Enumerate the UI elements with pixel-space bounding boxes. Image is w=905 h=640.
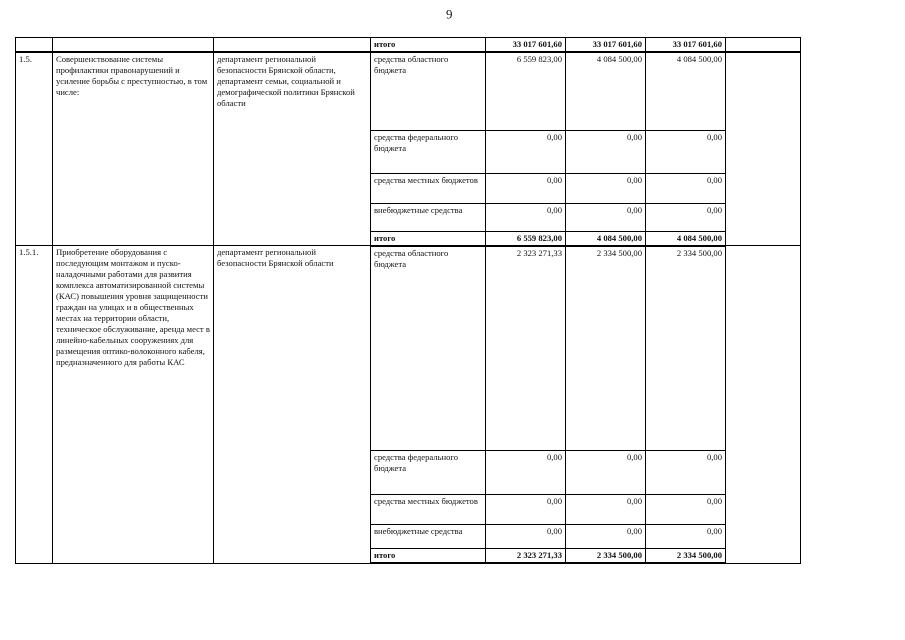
- item-executor: департамент региональной безопасности Брянской области, департамент семьи, социальной и демографической политики Брянской области: [214, 52, 371, 246]
- total-value-3: 4 084 500,00: [646, 231, 726, 246]
- empty-cell: [16, 38, 53, 53]
- value-1: 0,00: [486, 173, 566, 203]
- value-3: 0,00: [646, 173, 726, 203]
- top-total-row: [16, 38, 801, 53]
- value-2: 0,00: [566, 495, 646, 525]
- value-3: 2 334 500,00: [646, 246, 726, 451]
- empty-cell: [53, 38, 214, 53]
- value-3: 0,00: [646, 130, 726, 173]
- funding-source: внебюджетные средства: [371, 203, 486, 231]
- total-value-2: 2 334 500,00: [566, 549, 646, 564]
- budget-table: [15, 37, 801, 564]
- value-1: 0,00: [486, 451, 566, 495]
- value-2: 0,00: [566, 173, 646, 203]
- item-number: 1.5.1.: [16, 246, 53, 564]
- value-3: 0,00: [646, 525, 726, 549]
- empty-cell: [726, 246, 801, 564]
- value-2: 0,00: [566, 525, 646, 549]
- value-2: 0,00: [566, 130, 646, 173]
- value-1: 0,00: [486, 130, 566, 173]
- empty-cell: [726, 52, 801, 246]
- value-3: 0,00: [646, 451, 726, 495]
- total-label: итого: [371, 549, 486, 564]
- value-1: 0,00: [486, 495, 566, 525]
- item-number: 1.5.: [16, 52, 53, 246]
- page-number: 6: [446, 7, 453, 22]
- item-title: Совершенствование системы профилактики правонарушений и усиление борьбы с преступностью, в том числе:: [53, 52, 214, 246]
- funding-source: средства федерального бюджета: [371, 451, 486, 495]
- total-value-3: 33 017 601,60: [646, 38, 726, 53]
- value-1: 0,00: [486, 203, 566, 231]
- empty-cell: [726, 38, 801, 53]
- value-1: 6 559 823,00: [486, 52, 566, 130]
- table-row: [16, 246, 801, 451]
- value-3: 4 084 500,00: [646, 52, 726, 130]
- value-2: 0,00: [566, 451, 646, 495]
- funding-source: средства областного бюджета: [371, 246, 486, 451]
- total-value-1: 2 323 271,33: [486, 549, 566, 564]
- total-value-1: 6 559 823,00: [486, 231, 566, 246]
- value-2: 0,00: [566, 203, 646, 231]
- value-2: 4 084 500,00: [566, 52, 646, 130]
- funding-source: средства местных бюджетов: [371, 173, 486, 203]
- funding-source: средства федерального бюджета: [371, 130, 486, 173]
- total-value-2: 4 084 500,00: [566, 231, 646, 246]
- total-label: итого: [371, 231, 486, 246]
- value-1: 2 323 271,33: [486, 246, 566, 451]
- funding-source: средства местных бюджетов: [371, 495, 486, 525]
- total-label: итого: [371, 38, 486, 53]
- item-title: Приобретение оборудования с последующим монтажом и пуско-наладочными работами для развития комплекса автоматизированной системы (КАС) повышения уровня защищенности граждан на улицах и в общественных местах на территории области, техническое обслуживание, аренда мест в линейно-кабельных сооружениях для размещения оптико-волоконного кабеля, предназначенного для работы КАС: [53, 246, 214, 564]
- total-value-2: 33 017 601,60: [566, 38, 646, 53]
- empty-cell: [214, 38, 371, 53]
- value-3: 0,00: [646, 495, 726, 525]
- value-1: 0,00: [486, 525, 566, 549]
- funding-source: внебюджетные средства: [371, 525, 486, 549]
- total-value-3: 2 334 500,00: [646, 549, 726, 564]
- value-3: 0,00: [646, 203, 726, 231]
- funding-source: средства областного бюджета: [371, 52, 486, 130]
- table-row: [16, 52, 801, 130]
- value-2: 2 334 500,00: [566, 246, 646, 451]
- total-value-1: 33 017 601,60: [486, 38, 566, 53]
- item-executor: департамент региональной безопасности Брянской области: [214, 246, 371, 564]
